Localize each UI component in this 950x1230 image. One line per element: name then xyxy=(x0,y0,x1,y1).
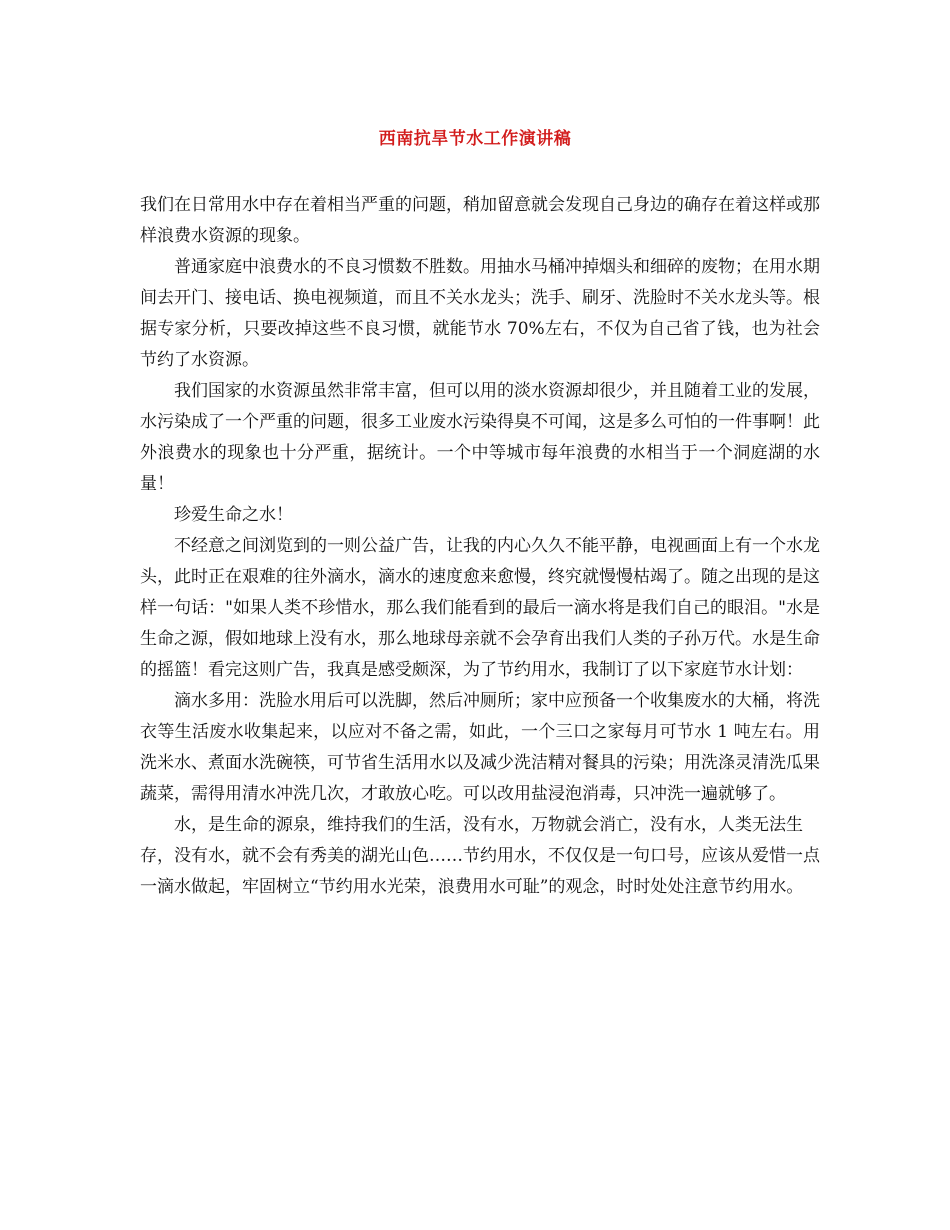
paragraph-7: 水，是生命的源泉，维持我们的生活，没有水，万物就会消亡，没有水，人类无法生存，没有水，就不会有秀美的湖光山色……节约用水，不仅仅是一句口号，应该从爱惜一点一滴水做起，牢固树立“节约用水光荣，浪费用水可耻”的观念，时时处处注意节约用水。 xyxy=(140,815,820,897)
paragraph-1: 我们在日常用水中存在着相当严重的问题，稍加留意就会发现自己身边的确存在着这样或那样浪费水资源的现象。 xyxy=(140,195,820,246)
paragraph-2: 普通家庭中浪费水的不良习惯数不胜数。用抽水马桶冲掉烟头和细碎的废物；在用水期间去开门、接电话、换电视频道，而且不关水龙头；洗手、刷牙、洗脸时不关水龙头等。根据专家分析，只要改掉这些不良习惯，就能节水 70%左右，不仅为自己省了钱，也为社会节约了水资源。 xyxy=(140,257,820,370)
document-body xyxy=(140,190,820,903)
paragraph-4: 珍爱生命之水！ xyxy=(174,505,293,525)
paragraph-6: 滴水多用：洗脸水用后可以洗脚，然后冲厕所；家中应预备一个收集废水的大桶，将洗衣等生活废水收集起来，以应对不备之需，如此，一个三口之家每月可节水 1 吨左右。用洗米水、煮面水洗碗筷，可节省生活用水以及减少洗洁精对餐具的污染；用洗涤灵清洗瓜果蔬菜，需得用清水冲洗几次，才敢放心吃。可以改用盐浸泡消毒，只冲洗一遍就够了。 xyxy=(140,691,820,804)
paragraph-5: 不经意之间浏览到的一则公益广告，让我的内心久久不能平静，电视画面上有一个水龙头，此时正在艰难的往外滴水，滴水的速度愈来愈慢，终究就慢慢枯竭了。随之出现的是这样一句话："如果人类不珍惜水，那么我们能看到的最后一滴水将是我们自己的眼泪。"水是生命之源，假如地球上没有水，那么地球母亲就不会孕育出我们人类的子孙万代。水是生命的摇篮！看完这则广告，我真是感受颇深，为了节约用水，我制订了以下家庭节水计划： xyxy=(140,536,820,680)
paragraph-3: 我们国家的水资源虽然非常丰富，但可以用的淡水资源却很少，并且随着工业的发展，水污染成了一个严重的问题，很多工业废水污染得臭不可闻，这是多么可怕的一件事啊！此外浪费水的现象也十分严重，据统计。一个中等城市每年浪费的水相当于一个洞庭湖的水量！ xyxy=(140,381,820,494)
document-title: 西南抗旱节水工作演讲稿 xyxy=(378,129,572,149)
